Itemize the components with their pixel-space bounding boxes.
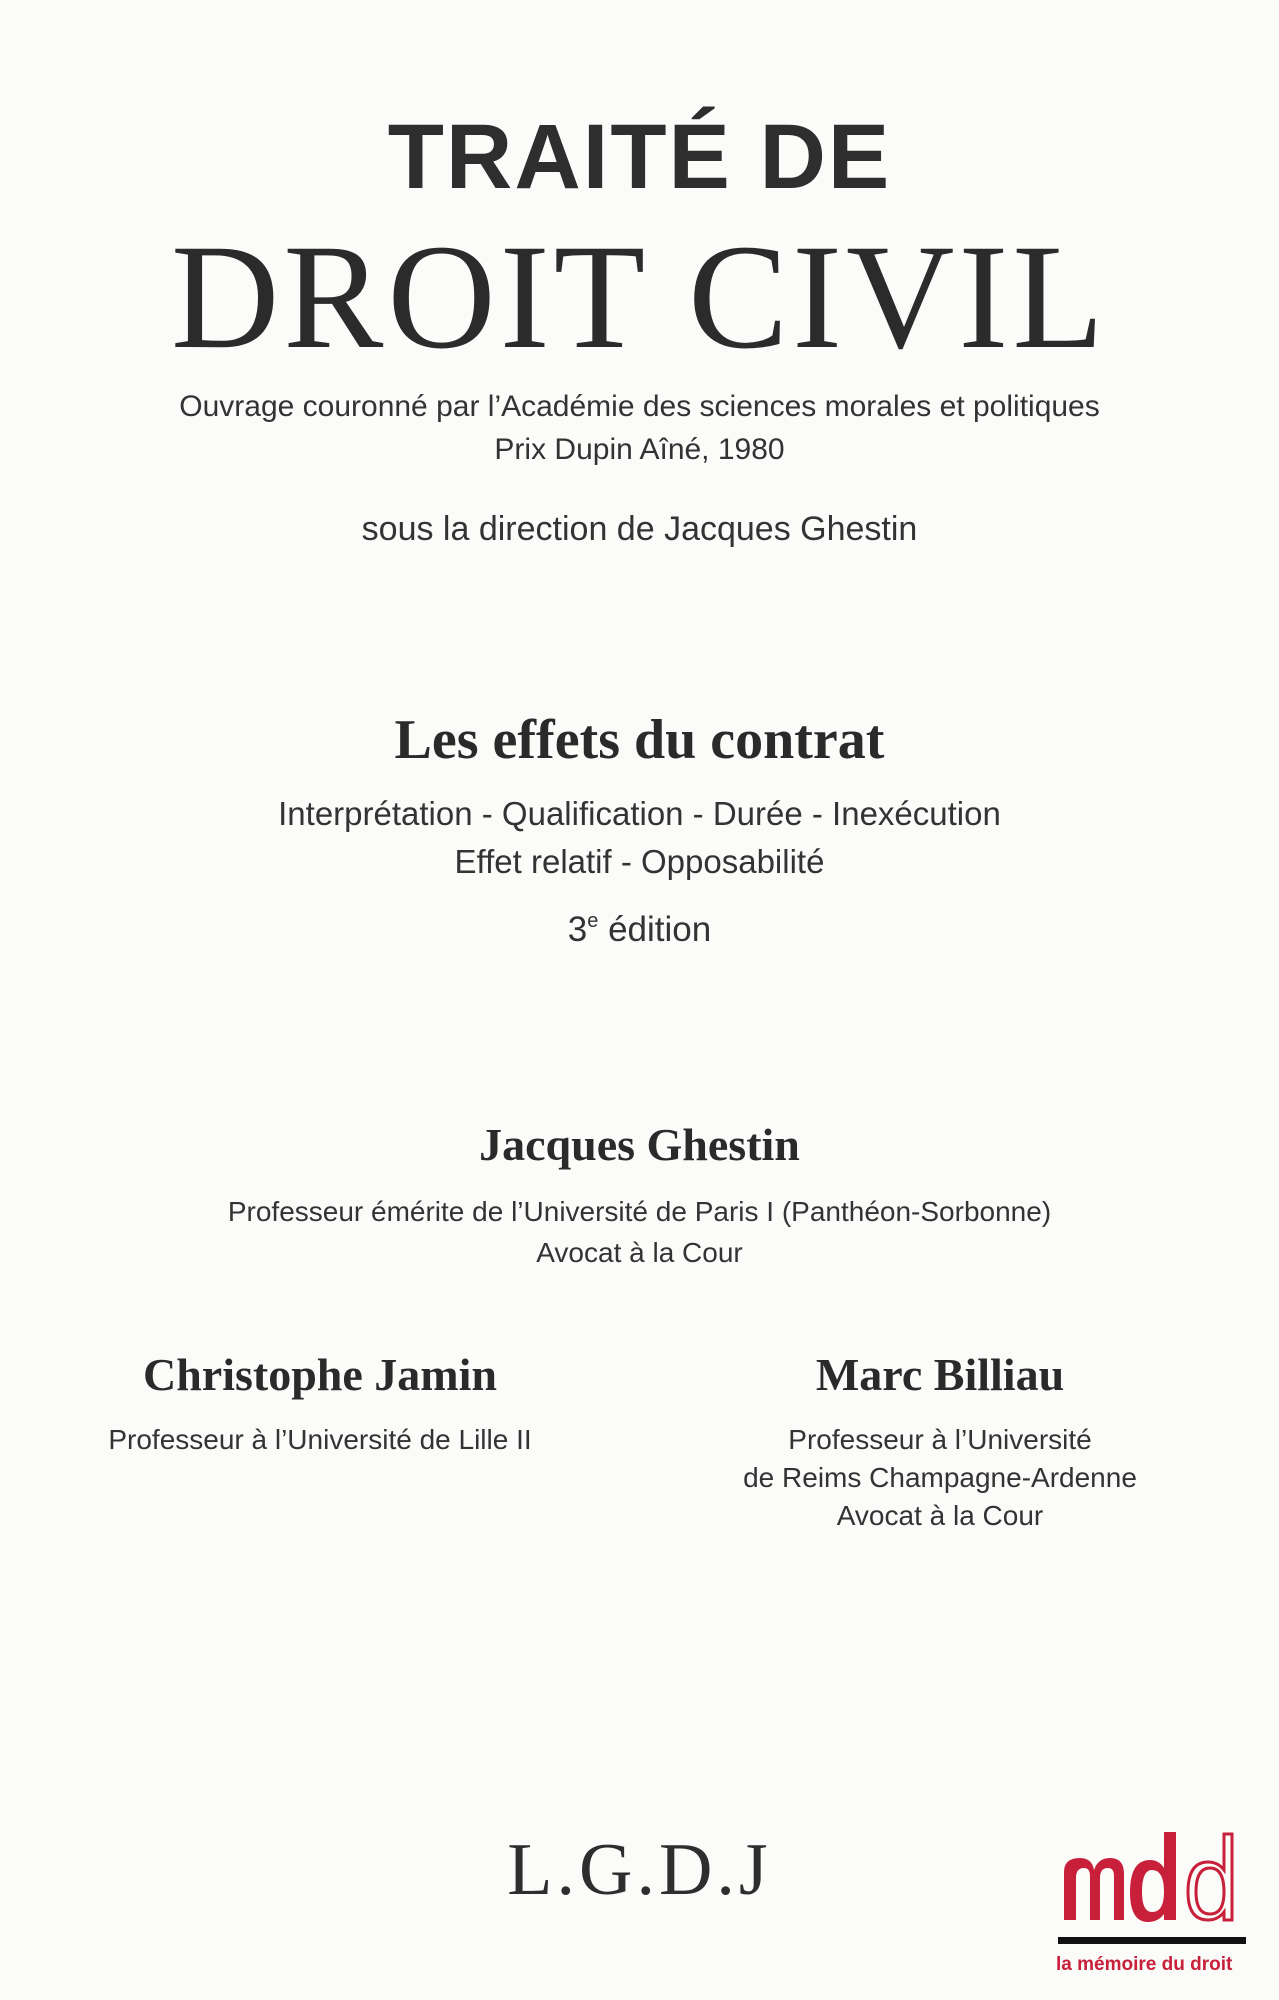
author-left-name: Christophe Jamin (143, 1349, 497, 1400)
prize-text: Prix Dupin Aîné, 1980 (494, 433, 785, 466)
author-main-affiliation-2: Avocat à la Cour (536, 1237, 743, 1268)
author-right-affiliation-2: de Reims Champagne-Ardenne (743, 1462, 1137, 1493)
logo-bar (1058, 1937, 1246, 1944)
author-right-affiliation-1: Professeur à l’Université (788, 1424, 1092, 1455)
edition-word: édition (608, 910, 712, 949)
author-right-affiliation-3: Avocat à la Cour (836, 1500, 1044, 1531)
author-left-affiliation-1: Professeur à l’Université de Lille II (108, 1424, 532, 1455)
author-main-name: Jacques Ghestin (479, 1119, 800, 1170)
edition-number: 3 (567, 910, 588, 949)
book-title: Les effets du contrat (394, 709, 885, 771)
book-subtitle-line1: Interprétation - Qualification - Durée - Inexécution (278, 795, 1001, 832)
publisher-logo: L.G.D.J (507, 1829, 772, 1911)
award-text: Ouvrage couronné par l’Académie des sciences morales et politiques (179, 390, 1100, 423)
logo-tagline: la mémoire du droit (1056, 1954, 1233, 1975)
edition-suffix: e (587, 910, 599, 932)
edition (0, 910, 1279, 950)
mdd-logo-mark (1058, 1832, 1248, 1922)
mdd-watermark-logo (1052, 1832, 1252, 1987)
series-title-line1-text: TRAITÉ DE (387, 106, 892, 208)
book-subtitle-line2: Effet relatif - Opposabilité (454, 843, 825, 880)
series-title-line1 (0, 105, 1279, 210)
direction-text: sous la direction de Jacques Ghestin (361, 510, 918, 548)
series-title-line2: DROIT CIVIL (171, 214, 1108, 380)
author-right-name: Marc Billiau (815, 1349, 1065, 1400)
author-main-affiliation-1: Professeur émérite de l’Université de Paris I (Panthéon-Sorbonne) (227, 1196, 1052, 1227)
